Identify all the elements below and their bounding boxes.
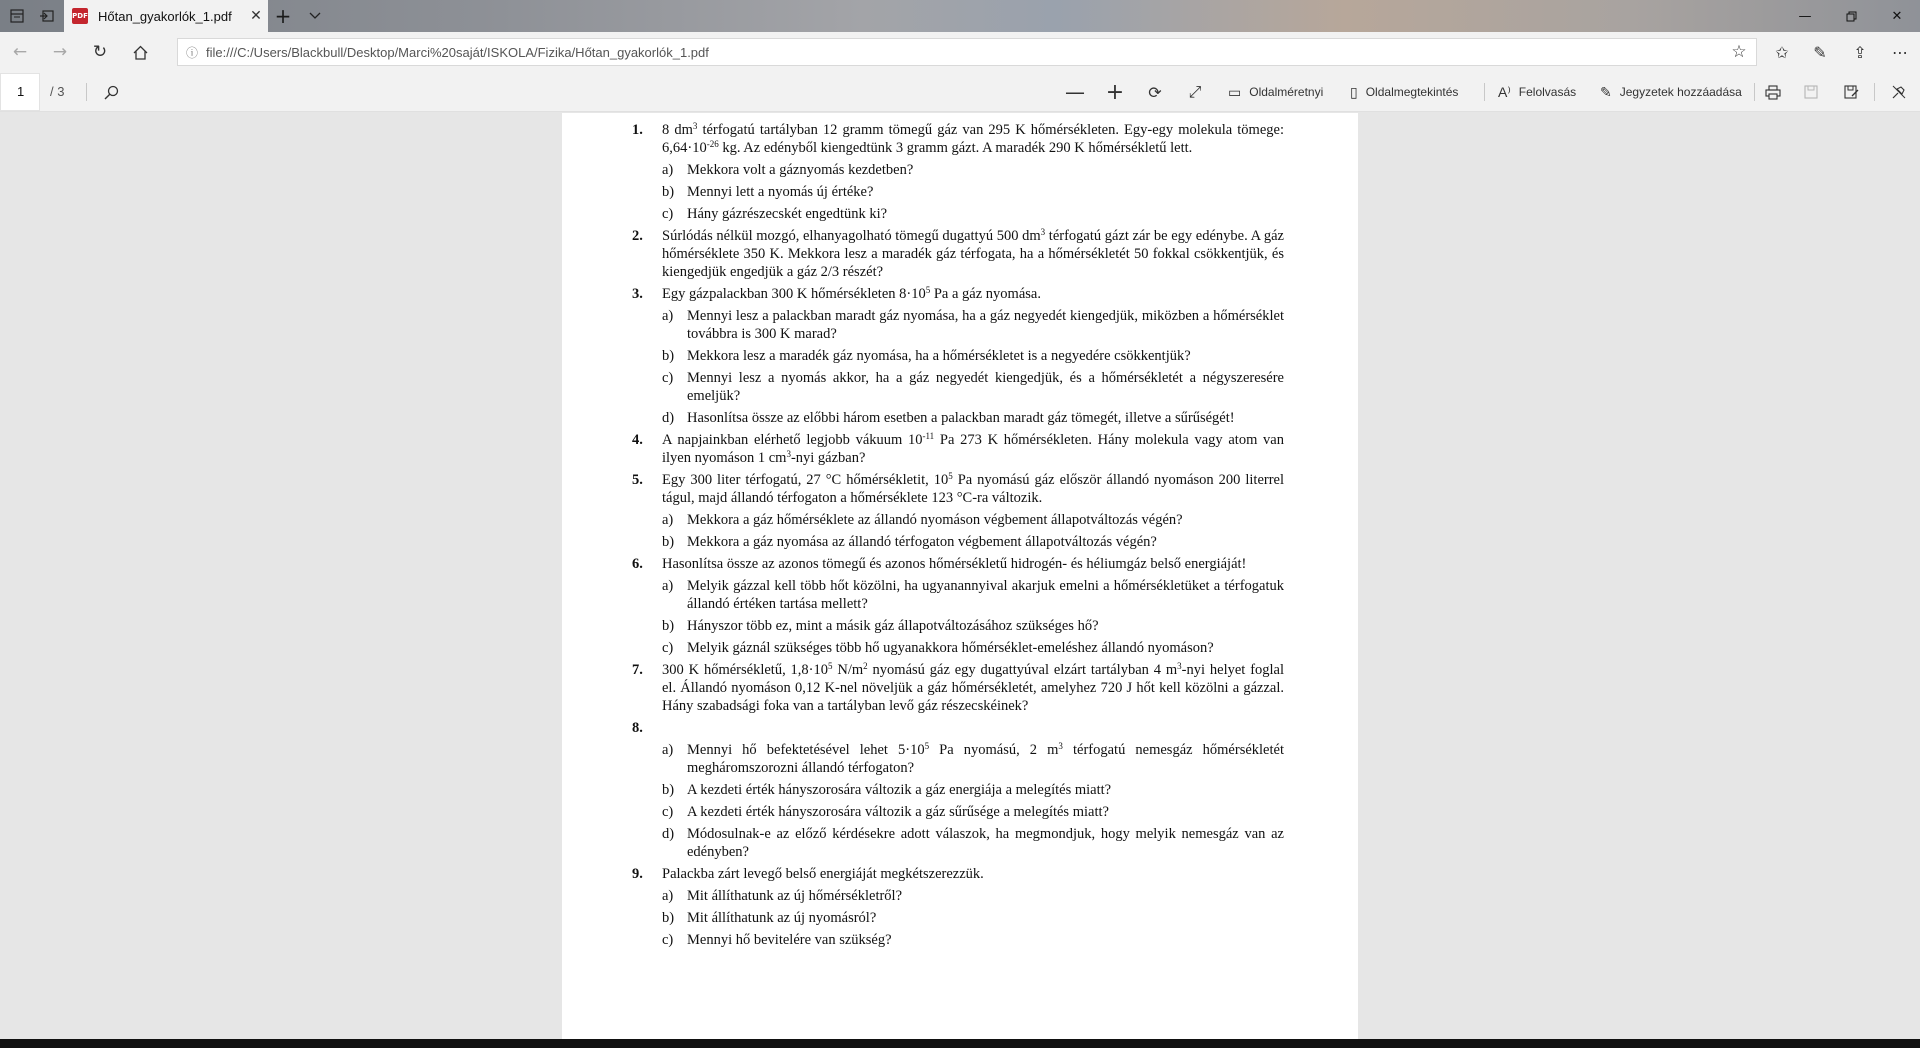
divider [1874, 83, 1875, 101]
question-number: 3. [632, 286, 643, 302]
question-number: 8. [632, 720, 643, 736]
question-text: 8 $dm^3$ térfogatú tartályban 12 gramm tömegű gáz van 295 K hőmérsékleten. Egy-egy molekula tömege: $6,64\cdot 10^{-26}$ kg. Az edényből kiengedtünk 3 gramm gázt. A maradék 290 K hőmérsékletű lett. [662, 121, 1284, 156]
page-total: / 3 [50, 84, 65, 99]
print-icon[interactable] [1758, 72, 1788, 112]
question-text: A napjainkban elérhető legjobb vákuum $10^{-11}$ Pa 273 K hőmérsékleten. Hány molekula vagy atom van ilyen nyomáson 1 $cm^3$-nyi gázban? [662, 431, 1284, 466]
question-number: 5. [632, 472, 643, 488]
pdf-viewport[interactable] [0, 113, 1920, 1039]
read-aloud-button[interactable] [1498, 72, 1588, 112]
question-8 [632, 719, 1284, 861]
question-4 [632, 431, 1284, 467]
question-7 [632, 661, 1284, 715]
divider [1754, 83, 1755, 101]
question-text: 300 K hőmérsékletű, $1,8\cdot 10^5$ $N/m^2$ nyomású gáz egy dugattyúval elzárt tartályban 4 $m^3$-nyi helyet foglal el. Állandó nyomáson 0,12 K-nel növeljük a gáz hőmérsékletét, amelyhez 720 J hőt kell közölni a gázzal. Hány szabadsági foka van a tartályban levő gáz részecskéinek? [662, 661, 1285, 714]
pen-notes-icon[interactable]: ✎ [1813, 42, 1827, 62]
close-window-icon[interactable]: ✕ [1891, 8, 1903, 24]
read-aloud-label: Felolvasás [1518, 85, 1577, 99]
set-tabs-aside-icon[interactable] [32, 0, 62, 32]
page-view-label: Oldalmegtekintés [1365, 85, 1459, 99]
minimize-icon[interactable]: — [1798, 8, 1812, 24]
page-number-input[interactable]: 1 [0, 73, 40, 111]
read-aloud-icon: A⁾ [1498, 83, 1511, 100]
tab-title: Hőtan_gyakorlók_1.pdf [98, 8, 232, 24]
question-number: 4. [632, 432, 643, 448]
refresh-icon[interactable]: ↻ [92, 42, 108, 62]
zoom-in-icon[interactable]: + [1105, 79, 1125, 105]
favorites-list-icon[interactable]: ✩ [1775, 42, 1789, 62]
question-text [662, 719, 1284, 737]
sub-question: b) Hányszor több ez, mint a másik gáz állapotváltozásához szükséges hő? [662, 618, 1099, 634]
pdf-file-icon: PDF [72, 8, 88, 24]
forward-arrow-icon[interactable]: → [52, 42, 68, 62]
search-icon[interactable] [96, 72, 126, 112]
question-number: 1. [632, 122, 643, 138]
tab-manager-icon[interactable] [2, 0, 32, 32]
question-5 [632, 471, 1284, 551]
home-icon[interactable] [120, 32, 160, 72]
sub-question: c) Melyik gáznál szükséges több hő ugyanakkora hőmérséklet-emeléshez állandó nyomáson? [662, 640, 1214, 656]
sub-question: d) Módosulnak-e az előző kérdésekre adott válaszok, ha megmondjuk, hogy melyik nemesgáz van az edényben? [662, 826, 1284, 860]
question-6 [632, 555, 1284, 657]
fit-page-label: Oldalméretnyi [1249, 85, 1324, 99]
info-icon[interactable]: ⓘ [185, 45, 198, 60]
sub-question: a) Mekkora a gáz hőmérséklete az állandó nyomáson végbement állapotváltozás végén? [662, 512, 1183, 528]
add-notes-label: Jegyzetek hozzáadása [1619, 85, 1742, 99]
sub-question: b) Mit állíthatunk az új nyomásról? [662, 910, 877, 926]
tab-list-chevron-icon[interactable] [300, 0, 330, 32]
sub-question: b) Mekkora a gáz nyomása az állandó térfogaton végbement állapotváltozás végén? [662, 534, 1157, 550]
zoom-out-icon[interactable]: — [1065, 80, 1085, 104]
question-text: Egy gázpalackban 300 K hőmérsékleten $8\cdot 10^5$ Pa a gáz nyomása. [662, 285, 1041, 302]
address-toolbar [0, 32, 1920, 72]
more-options-icon[interactable]: ⋯ [1892, 42, 1908, 62]
sub-question: b) A kezdeti érték hányszorosára változik a gáz energiája a melegítés miatt? [662, 782, 1112, 798]
back-arrow-icon[interactable]: ← [12, 42, 28, 62]
question-number: 6. [632, 556, 643, 572]
question-9 [632, 865, 1284, 949]
pin-toolbar-icon[interactable] [1884, 72, 1914, 112]
question-number: 2. [632, 228, 643, 244]
sub-question: b) Mennyi lett a nyomás új értéke? [662, 184, 874, 200]
close-tab-icon[interactable]: ✕ [250, 8, 262, 24]
page-view-button[interactable] [1350, 72, 1480, 112]
fit-page-icon: ▭ [1228, 83, 1242, 100]
divider [1484, 83, 1485, 101]
new-tab-icon[interactable]: + [274, 4, 292, 28]
question-3 [632, 285, 1284, 427]
divider [86, 83, 87, 101]
address-bar[interactable] [177, 38, 1757, 66]
title-bar [0, 0, 1920, 32]
sub-question: c) Hány gázrészecskét engedtünk ki? [662, 206, 888, 222]
pdf-page [562, 113, 1358, 1039]
share-icon[interactable]: ⇪ [1853, 42, 1867, 62]
fit-page-button[interactable] [1228, 72, 1338, 112]
add-notes-button[interactable] [1600, 72, 1750, 112]
question-number: 9. [632, 866, 643, 882]
document-body [632, 121, 1284, 953]
sub-question: a) Melyik gázzal kell több hőt közölni, ha ugyanannyival akarjuk emelni a hőmérsékletüket a térfogatuk állandó értéken tartása mellett? [662, 578, 1284, 612]
sub-question: a) Mennyi lesz a palackban maradt gáz nyomása, ha a gáz negyedét kiengedjük, miközben a hőmérséklet továbbra is 300 K marad? [662, 308, 1284, 342]
pen-icon: ✎ [1600, 83, 1612, 100]
restore-icon[interactable] [1828, 0, 1874, 32]
question-text: Palackba zárt levegő belső energiáját megkétszerezzük. [662, 866, 984, 882]
question-1 [632, 121, 1284, 223]
sub-question: c) Mennyi hő bevitelére van szükség? [662, 932, 892, 948]
question-text: Súrlódás nélkül mozgó, elhanyagolható tömegű dugattyú 500 $dm^3$ térfogatú gázt zár be egy edénybe. A gáz hőmérséklete 350 K. Mekkora lesz a maradék gáz térfogata, ha a hőmérsékletét 50 fokkal csökkentjük, és kiengedjük engedjük a gáz 2/3 részét? [662, 227, 1284, 280]
full-screen-icon[interactable]: ⤢ [1188, 82, 1202, 101]
save-as-icon[interactable] [1836, 72, 1866, 112]
question-2 [632, 227, 1284, 281]
question-number: 7. [632, 662, 643, 678]
sub-question: d) Hasonlítsa össze az előbbi három esetben a palackban maradt gáz tömegét, illetve a sűrűségét! [662, 410, 1235, 426]
url-text[interactable]: file:///C:/Users/Blackbull/Desktop/Marci%20saját/ISKOLA/Fizika/Hőtan_gyakorlók_1.pdf [206, 44, 709, 60]
sub-question: a) Mekkora volt a gáznyomás kezdetben? [662, 162, 914, 178]
favorite-star-icon[interactable]: ☆ [1731, 42, 1747, 62]
sub-question: b) Mekkora lesz a maradék gáz nyomása, ha a hőmérsékletet is a negyedére csökkentjük? [662, 348, 1191, 364]
save-icon[interactable] [1796, 72, 1826, 112]
sub-question: c) A kezdeti érték hányszorosára változik a gáz sűrűsége a melegítés miatt? [662, 804, 1109, 820]
page-view-icon: ▯ [1350, 83, 1358, 100]
taskbar-edge [0, 1039, 1920, 1048]
sub-question: a) Mit állíthatunk az új hőmérsékletről? [662, 888, 903, 904]
question-text: Hasonlítsa össze az azonos tömegű és azonos hőmérsékletű hidrogén- és héliumgáz belső energiáját! [662, 556, 1247, 572]
sub-question: a) Mennyi hő befektetésével lehet $5\cdot 10^5$ Pa nyomású, 2 $m^3$ térfogatú nemesgáz hőmérsékletét megháromszorozni állandó térfogaton? [662, 741, 1284, 776]
sub-question: c) Mennyi lesz a nyomás akkor, ha a gáz negyedét kiengedjük, és a hőmérsékletét a négyszeresére emeljük? [662, 370, 1284, 404]
rotate-icon[interactable]: ⟳ [1148, 82, 1162, 102]
active-tab[interactable] [64, 0, 268, 32]
pdf-toolbar [0, 72, 1920, 112]
question-text: Egy 300 liter térfogatú, 27 °C hőmérsékletit, $10^5$ Pa nyomású gáz először állandó nyomáson 200 literrel tágul, majd állandó térfogaton a hőmérséklete 123 °C-ra változik. [662, 471, 1284, 506]
